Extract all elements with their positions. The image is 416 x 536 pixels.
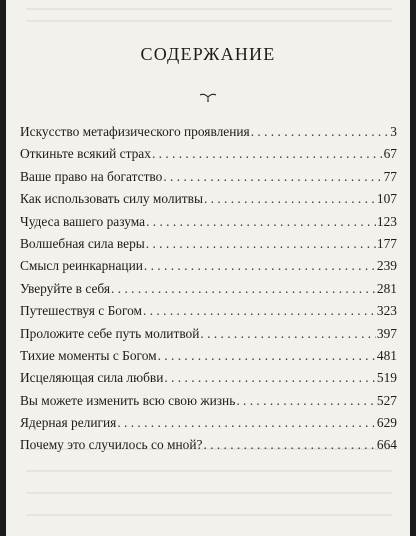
toc-leader-dots (111, 281, 376, 297)
toc-entry-page-number: 281 (376, 280, 397, 296)
toc-entry (20, 258, 397, 280)
toc-entry-title: Как использовать силу молитвы (20, 191, 203, 207)
toc-entry (20, 191, 397, 213)
toc-leader-dots (203, 437, 375, 453)
toc-entry (20, 393, 397, 415)
toc-entry (20, 146, 397, 168)
toc-entry-page-number: 3 (390, 124, 397, 139)
toc-entry-title: Тихие моменты с Богом (20, 347, 157, 363)
toc-entry-page-number: 629 (376, 415, 397, 431)
toc-leader-dots (158, 348, 376, 364)
toc-leader-dots (200, 326, 375, 342)
bleed-line (26, 492, 392, 494)
toc-leader-dots (164, 370, 376, 386)
toc-entry-title: Почему это случилось со мной? (20, 437, 203, 453)
toc-entry-title: Смысл реинкарнации (20, 258, 143, 274)
toc-entry-title: Исцеляющая сила любви (20, 370, 164, 386)
toc-entry-page-number: 177 (376, 235, 397, 251)
toc-entry (20, 281, 397, 303)
ornament-icon (199, 92, 217, 102)
toc-leader-dots (146, 236, 376, 252)
toc-leader-dots (146, 214, 376, 230)
toc-entry (20, 370, 397, 392)
toc-leader-dots (236, 393, 376, 409)
toc-entry (20, 124, 397, 146)
toc-entry-title: Уверуйте в себя (20, 280, 111, 296)
toc-entry-page-number: 107 (376, 191, 397, 207)
book-page (6, 0, 410, 536)
toc-entry (20, 348, 397, 370)
table-of-contents (20, 124, 397, 460)
toc-entry-page-number: 527 (376, 392, 397, 408)
toc-entry-title: Ядерная религия (20, 415, 117, 431)
toc-leader-dots (117, 415, 376, 431)
toc-entry (20, 169, 397, 191)
toc-entry-page-number: 123 (376, 213, 397, 229)
toc-entry-page-number: 519 (376, 370, 397, 386)
toc-leader-dots (143, 303, 376, 319)
toc-entry (20, 236, 397, 258)
bleed-line (26, 514, 392, 516)
toc-entry-title: Чудеса вашего разума (20, 213, 146, 229)
toc-entry (20, 415, 397, 437)
toc-entry-title: Искусство метафизического проявления (20, 124, 250, 139)
toc-entry (20, 437, 397, 459)
toc-leader-dots (152, 146, 383, 162)
toc-entry-page-number: 397 (376, 325, 397, 341)
toc-entry-title: Путешествуя с Богом (20, 303, 143, 319)
toc-entry-title: Ваше право на богатство (20, 168, 163, 184)
toc-entry-page-number: 239 (376, 258, 397, 274)
toc-leader-dots (204, 191, 376, 207)
toc-entry-page-number: 323 (376, 303, 397, 319)
toc-entry-page-number: 664 (376, 437, 397, 453)
toc-entry-page-number: 481 (376, 347, 397, 363)
bleed-line (26, 470, 392, 472)
toc-entry (20, 326, 397, 348)
toc-entry (20, 214, 397, 236)
toc-leader-dots (144, 258, 376, 274)
toc-leader-dots (251, 124, 390, 140)
toc-leader-dots (163, 169, 382, 185)
bleed-line (26, 20, 392, 22)
bleed-line (26, 8, 392, 10)
page-title: СОДЕРЖАНИЕ (140, 44, 276, 64)
toc-entry-page-number: 67 (383, 146, 397, 162)
toc-entry-page-number: 77 (383, 168, 397, 184)
toc-entry-title: Волшебная сила веры (20, 235, 145, 251)
toc-entry-title: Проложите себе путь молитвой (20, 325, 200, 341)
toc-entry-title: Вы можете изменить всю свою жизнь (20, 392, 236, 408)
toc-entry-title: Откиньте всякий страх (20, 146, 151, 162)
toc-entry (20, 303, 397, 325)
